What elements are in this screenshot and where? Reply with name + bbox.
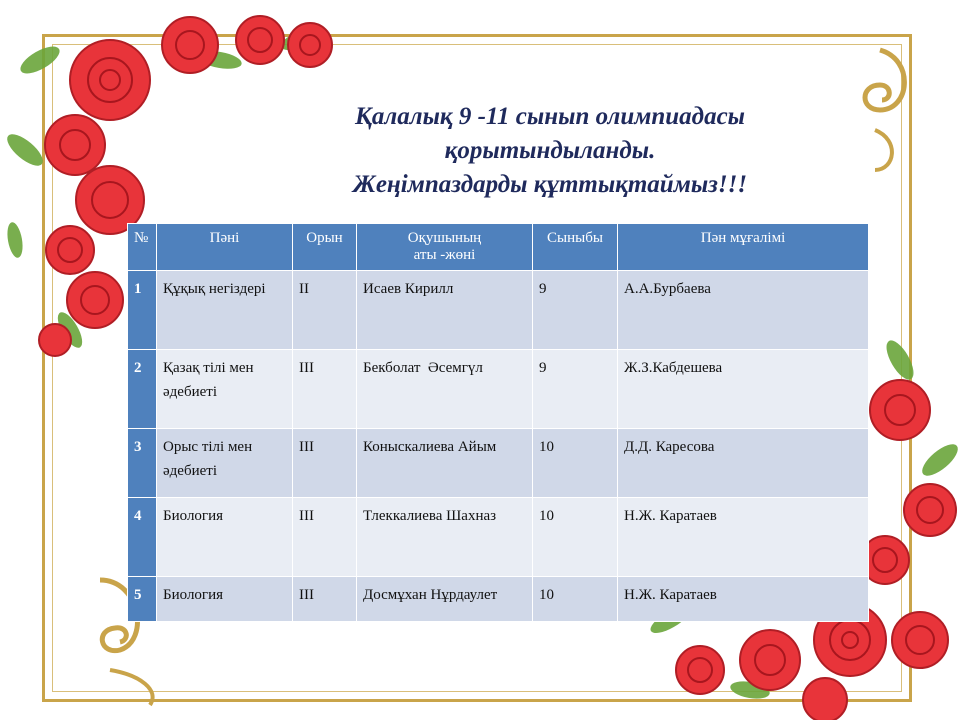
row-teacher: А.А.Бурбаева [618, 271, 869, 350]
row-grade: 10 [533, 577, 618, 622]
row-place: III [293, 429, 357, 498]
header-subject: Пәні [157, 224, 293, 271]
title-line-2: қорытындыланды. [444, 137, 656, 164]
row-number: 2 [128, 350, 157, 429]
header-teacher: Пән мұғалімі [618, 224, 869, 271]
results-table [127, 223, 869, 622]
row-student: Досмұхан Нұрдаулет [357, 577, 533, 622]
row-subject-text: Құқық негіздері [163, 281, 266, 297]
row-teacher: Д.Д. Каресова [618, 429, 869, 498]
row-subject [157, 429, 293, 498]
table-row [128, 577, 869, 622]
row-subject-text-2: әдебиеті [163, 384, 217, 400]
table-row [128, 498, 869, 577]
row-subject [157, 350, 293, 429]
header-student-line2: аты -жөні [413, 247, 476, 263]
row-number: 4 [128, 498, 157, 577]
row-subject-text: Қазақ тілі мен [163, 360, 254, 376]
table-header-row [128, 224, 869, 271]
row-number: 5 [128, 577, 157, 622]
row-place: III [293, 577, 357, 622]
title-line-3: Жеңімпаздарды құттықтаймыз!!! [352, 171, 748, 198]
row-student: Исаев Кирилл [357, 271, 533, 350]
header-place: Орын [293, 224, 357, 271]
row-student: Тлеккалиева Шахназ [357, 498, 533, 577]
title-line-1: Қалалық 9 -11 сынып олимпиадасы [354, 103, 746, 130]
row-student: Коныскалиева Айым [357, 429, 533, 498]
row-grade: 10 [533, 429, 618, 498]
row-place: II [293, 271, 357, 350]
row-student: Бекболат Әсемгүл [357, 350, 533, 429]
row-teacher: Н.Ж. Каратаев [618, 498, 869, 577]
row-teacher: Ж.З.Кабдешева [618, 350, 869, 429]
row-grade: 9 [533, 350, 618, 429]
announcement-title [250, 100, 850, 202]
row-grade: 9 [533, 271, 618, 350]
header-student-line1: Оқушының [407, 230, 482, 246]
row-subject [157, 271, 293, 350]
row-teacher: Н.Ж. Каратаев [618, 577, 869, 622]
row-subject [157, 577, 293, 622]
row-number: 1 [128, 271, 157, 350]
row-place: III [293, 350, 357, 429]
row-subject-text: Биология [163, 587, 224, 603]
table-row [128, 271, 869, 350]
row-grade: 10 [533, 498, 618, 577]
header-grade: Сыныбы [533, 224, 618, 271]
row-subject-text-2: әдебиеті [163, 463, 217, 479]
row-subject [157, 498, 293, 577]
table-row [128, 429, 869, 498]
row-subject-text: Биология [163, 508, 224, 524]
row-subject-text: Орыс тілі мен [163, 439, 253, 455]
table-row [128, 350, 869, 429]
header-student [357, 224, 533, 271]
row-place: III [293, 498, 357, 577]
row-number: 3 [128, 429, 157, 498]
header-number: № [128, 224, 157, 271]
